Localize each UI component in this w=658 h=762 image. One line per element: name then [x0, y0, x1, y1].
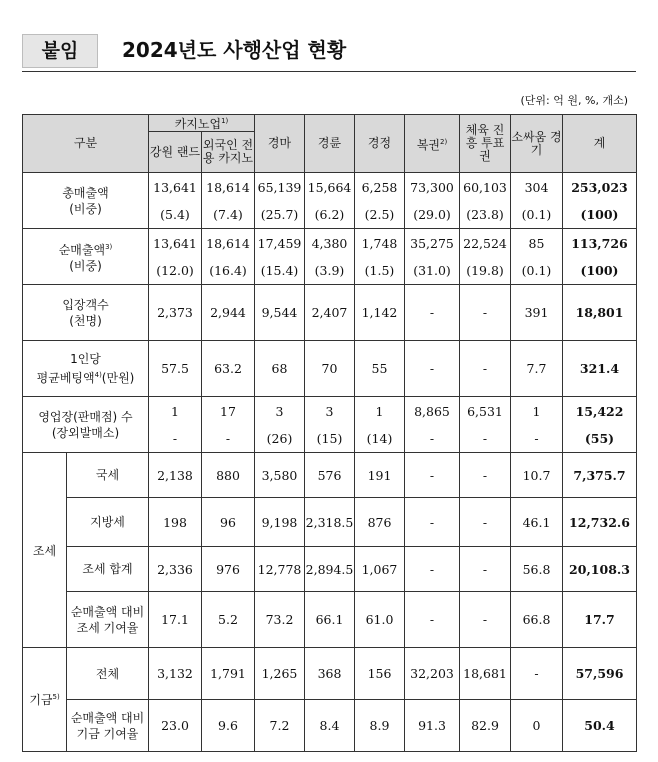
gross-boat: 6,258 (2.5) [355, 173, 405, 229]
tax-sum-horse: 12,778 [255, 547, 305, 592]
fund-ratio-kangwon: 23.0 [149, 700, 202, 752]
tax-sum-foreign: 976 [202, 547, 255, 592]
header-horse: 경마 [255, 115, 305, 173]
fund-ratio-toto: 82.9 [460, 700, 511, 752]
page-title: 2024년도 사행산업 현황 [122, 38, 347, 62]
tax-ratio-foreign: 5.2 [202, 592, 255, 648]
visitors-cycle: 2,407 [305, 285, 355, 341]
tax-national-total: 7,375.7 [563, 453, 637, 498]
gross-cycle: 15,664 (6.2) [305, 173, 355, 229]
tax-sum-cycle: 2,894.5 [305, 547, 355, 592]
fund-ratio-boat: 8.9 [355, 700, 405, 752]
fund-total-foreign: 1,791 [202, 648, 255, 700]
fund-total-row [23, 648, 637, 700]
fund-ratio-bullfight: 0 [511, 700, 563, 752]
tax-sum-toto: - [460, 547, 511, 592]
avg-bet-toto: - [460, 341, 511, 397]
visitors-bullfight: 391 [511, 285, 563, 341]
tax-national-foreign: 880 [202, 453, 255, 498]
tax-local-row [23, 498, 637, 547]
outlets-foreign: 17 - [202, 397, 255, 453]
net-sales-label: 순매출액$^{3)}$ (비중) [23, 229, 149, 285]
tax-sum-kangwon: 2,336 [149, 547, 202, 592]
gross-sales-row [23, 173, 637, 229]
tax-sum-label: 조세 합계 [67, 547, 149, 592]
net-boat: 1,748 (1.5) [355, 229, 405, 285]
fund-ratio-foreign: 9.6 [202, 700, 255, 752]
fund-ratio-total: 50.4 [563, 700, 637, 752]
tax-sum-boat: 1,067 [355, 547, 405, 592]
outlets-row [23, 397, 637, 453]
fund-ratio-lottery: 91.3 [405, 700, 460, 752]
gross-kangwon: 13,641 (5.4) [149, 173, 202, 229]
tax-local-total: 12,732.6 [563, 498, 637, 547]
fund-ratio-row [23, 700, 637, 752]
net-kangwon: 13,641 (12.0) [149, 229, 202, 285]
fund-total-toto: 18,681 [460, 648, 511, 700]
visitors-lottery: - [405, 285, 460, 341]
outlets-boat: 1 (14) [355, 397, 405, 453]
visitors-boat: 1,142 [355, 285, 405, 341]
header-sports-toto: 체육 진흥 투표권 [460, 115, 511, 173]
tax-national-row [23, 453, 637, 498]
net-horse: 17,459 (15.4) [255, 229, 305, 285]
tax-local-toto: - [460, 498, 511, 547]
header-row-1 [23, 115, 637, 132]
outlets-lottery: 8,865 - [405, 397, 460, 453]
tax-group-label: 조세 [23, 453, 67, 648]
visitors-total: 18,801 [563, 285, 637, 341]
tax-local-kangwon: 198 [149, 498, 202, 547]
header-bullfight: 소싸움 경기 [511, 115, 563, 173]
net-foreign: 18,614 (16.4) [202, 229, 255, 285]
avg-bet-lottery: - [405, 341, 460, 397]
header-casino-group: 카지노업$^{1)}$ [149, 115, 255, 132]
avg-bet-cycle: 70 [305, 341, 355, 397]
gross-lottery: 73,300 (29.0) [405, 173, 460, 229]
tax-ratio-row [23, 592, 637, 648]
fund-ratio-cycle: 8.4 [305, 700, 355, 752]
avg-bet-foreign: 63.2 [202, 341, 255, 397]
visitors-toto: - [460, 285, 511, 341]
header-lottery: 복권$^{2)}$ [405, 115, 460, 173]
fund-total-bullfight: - [511, 648, 563, 700]
tax-national-lottery: - [405, 453, 460, 498]
tax-local-foreign: 96 [202, 498, 255, 547]
tax-national-kangwon: 2,138 [149, 453, 202, 498]
tax-local-bullfight: 46.1 [511, 498, 563, 547]
gross-foreign: 18,614 (7.4) [202, 173, 255, 229]
gambling-industry-table [22, 114, 637, 752]
avg-bet-horse: 68 [255, 341, 305, 397]
gross-sales-label: 총매출액 (비중) [23, 173, 149, 229]
fund-total-kangwon: 3,132 [149, 648, 202, 700]
tax-local-boat: 876 [355, 498, 405, 547]
tax-sum-bullfight: 56.8 [511, 547, 563, 592]
visitors-horse: 9,544 [255, 285, 305, 341]
visitors-foreign: 2,944 [202, 285, 255, 341]
tax-sum-lottery: - [405, 547, 460, 592]
outlets-total: 15,422 (55) [563, 397, 637, 453]
net-lottery: 35,275 (31.0) [405, 229, 460, 285]
tax-ratio-bullfight: 66.8 [511, 592, 563, 648]
fund-total-cycle: 368 [305, 648, 355, 700]
tax-national-label: 국세 [67, 453, 149, 498]
visitors-row [23, 285, 637, 341]
net-sales-row [23, 229, 637, 285]
outlets-label: 영업장(판매점) 수 (장외발매소) [23, 397, 149, 453]
gross-total: 253,023 (100) [563, 173, 637, 229]
tax-local-lottery: - [405, 498, 460, 547]
tax-national-toto: - [460, 453, 511, 498]
outlets-kangwon: 1 - [149, 397, 202, 453]
avg-bet-total: 321.4 [563, 341, 637, 397]
tax-ratio-horse: 73.2 [255, 592, 305, 648]
page-header [22, 34, 636, 76]
fund-ratio-label: 순매출액 대비 기금 기여율 [67, 700, 149, 752]
fund-total-label: 전체 [67, 648, 149, 700]
net-cycle: 4,380 (3.9) [305, 229, 355, 285]
tax-local-horse: 9,198 [255, 498, 305, 547]
avg-bet-label: 1인당 평균베팅액$^{4)}$(만원) [23, 341, 149, 397]
tax-ratio-toto: - [460, 592, 511, 648]
tax-ratio-label: 순매출액 대비 조세 기여율 [67, 592, 149, 648]
tax-ratio-lottery: - [405, 592, 460, 648]
fund-total-boat: 156 [355, 648, 405, 700]
outlets-cycle: 3 (15) [305, 397, 355, 453]
header-total: 계 [563, 115, 637, 173]
net-toto: 22,524 (19.8) [460, 229, 511, 285]
tax-local-label: 지방세 [67, 498, 149, 547]
fund-total-lottery: 32,203 [405, 648, 460, 700]
tax-national-horse: 3,580 [255, 453, 305, 498]
visitors-kangwon: 2,373 [149, 285, 202, 341]
tax-national-boat: 191 [355, 453, 405, 498]
gross-horse: 65,139 (25.7) [255, 173, 305, 229]
tax-local-cycle: 2,318.5 [305, 498, 355, 547]
attachment-badge: 붙임 [22, 34, 98, 68]
net-total: 113,726 (100) [563, 229, 637, 285]
header-category: 구분 [23, 115, 149, 173]
tax-national-bullfight: 10.7 [511, 453, 563, 498]
tax-ratio-kangwon: 17.1 [149, 592, 202, 648]
tax-sum-row [23, 547, 637, 592]
avg-bet-boat: 55 [355, 341, 405, 397]
tax-sum-total: 20,108.3 [563, 547, 637, 592]
tax-ratio-total: 17.7 [563, 592, 637, 648]
fund-ratio-horse: 7.2 [255, 700, 305, 752]
avg-bet-row [23, 341, 637, 397]
outlets-toto: 6,531 - [460, 397, 511, 453]
avg-bet-bullfight: 7.7 [511, 341, 563, 397]
avg-bet-kangwon: 57.5 [149, 341, 202, 397]
header-kangwon: 강원 랜드 [149, 132, 202, 173]
fund-total-total: 57,596 [563, 648, 637, 700]
unit-note: (단위: 억 원, %, 개소) [520, 94, 628, 107]
outlets-horse: 3 (26) [255, 397, 305, 453]
net-bullfight: 85 (0.1) [511, 229, 563, 285]
gross-bullfight: 304 (0.1) [511, 173, 563, 229]
outlets-bullfight: 1 - [511, 397, 563, 453]
tax-national-cycle: 576 [305, 453, 355, 498]
header-cycle: 경륜 [305, 115, 355, 173]
tax-ratio-boat: 61.0 [355, 592, 405, 648]
gross-toto: 60,103 (23.8) [460, 173, 511, 229]
fund-total-horse: 1,265 [255, 648, 305, 700]
header-boat: 경정 [355, 115, 405, 173]
visitors-label: 입장객수 (천명) [23, 285, 149, 341]
tax-ratio-cycle: 66.1 [305, 592, 355, 648]
title-underline [22, 71, 636, 72]
header-foreign-casino: 외국인 전용 카지노 [202, 132, 255, 173]
fund-group-label: 기금$^{5)}$ [23, 648, 67, 752]
